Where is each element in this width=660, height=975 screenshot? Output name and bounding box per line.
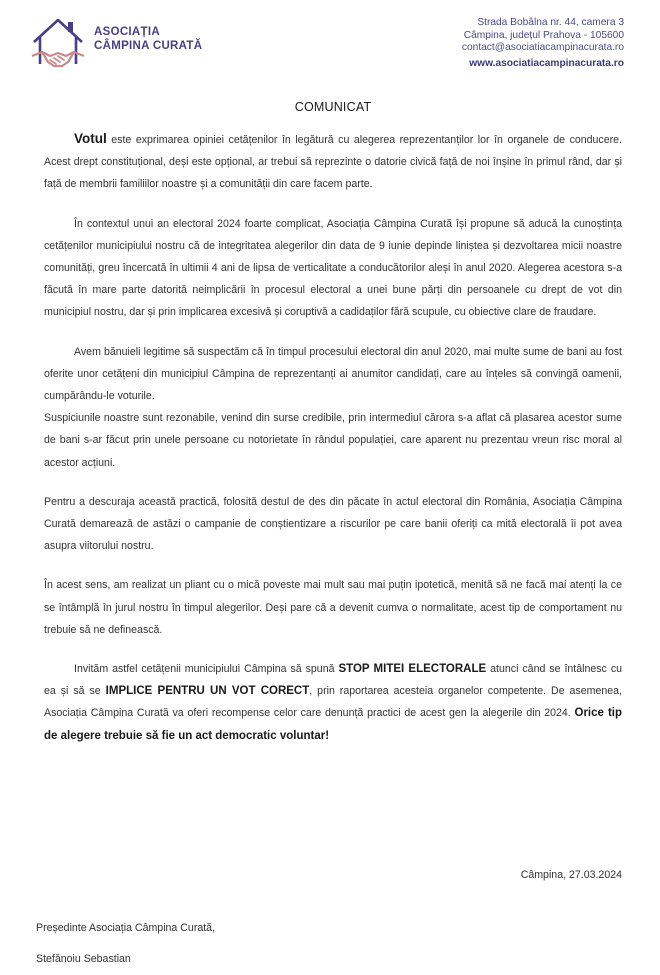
paragraph-3: Avem bănuieli legitime să suspectăm că în timpul procesului electoral din anul 2020, mai multe sume de bani au fost oferite unor cetățeni din municipiul Câmpina de reprezentanți ai anumitor candidați, care au înțeles să convingă oamenii, cumpărându-le voturile.: [44, 345, 622, 403]
paragraph-6: În acest sens, am realizat un pliant cu o mică poveste mai mult sau mai puțin ipotetică, menită să ne facă mai atenți la ce se întâmplă în jurul nostru în timpul alegerilor. Deși pare că a devenit cumva o normalitate, acest tip de comportament nu trebuie să ne definească.: [44, 579, 622, 636]
address-line1: Strada Bobâlna nr. 44, camera 3: [477, 17, 624, 28]
letterhead: [0, 0, 660, 90]
closing-statement: Orice tip de alegere trebuie să fie un act democratic voluntar!: [44, 707, 622, 742]
document-title: COMUNICAT: [294, 100, 372, 114]
house-handshake-logo-icon: [28, 12, 88, 80]
lead-word: Votul: [74, 131, 107, 146]
paragraph-7-part2: atunci când se întâlnesc cu ea și să se: [44, 663, 623, 698]
paragraph-5: Pentru a descuraja această practică, folosită destul de des din păcate în actul electoral din România, Asociația Câmpina Curată demarează de astăzi o campanie de conștientizare a riscurilor pe care banii oferiți ca mită electorală îi pot avea asupra viitorului nostru.: [44, 495, 622, 553]
paragraph-1: [44, 128, 622, 196]
email-link[interactable]: contact@asociatiacampinacurata.ro: [461, 42, 624, 53]
paragraph-4: Suspiciunile noastre sunt rezonabile, venind din surse credibile, prin intermediul cărora s-a aflat că plasarea acestor sume de bani s-ar făcut prin unele persoane cu notorietate în rândul populației, care aparent nu prezentau vreun risc moral al acestor acțiuni.: [44, 412, 622, 469]
paragraph-7-part1: Invităm astfel cetățenii municipiului Câmpina să spună: [74, 663, 339, 676]
org-name-line2: CÂMPINA CURATĂ: [94, 40, 203, 52]
paragraph-2: În contextul unui an electoral 2024 foarte complicat, Asociația Câmpina Curată își propune să aducă la cunoștința cetățenilor municipiului nostru că de integritatea alegerilor din data de 9 iunie depinde liniștea și dezvoltarea micii noastre comunități, greu încercată în ultimii 4 ani de lipsa de verticalitate a conducătorilor aleși în anul 2020. Alegerea acestora s-a făcută în mare parte datorită neimplicării în procesul electoral a unei bune părți din persoanele cu drept de vot din municipiul nostru, dar și prin implicarea excesivă și coruptivă a cadidaților fără scupule, cu obiective clare de fraudare.: [44, 217, 622, 319]
contact-block: [462, 17, 624, 70]
signature-name: Stefănoiu Sebastian: [36, 953, 131, 965]
stop-bribery-highlight: STOP MITEI ELECTORALE: [338, 663, 487, 676]
fair-vote-highlight: IMPLICE PENTRU UN VOT CORECT: [105, 685, 310, 698]
document-body: [44, 100, 622, 764]
signature-role: Președinte Asociația Câmpina Curată,: [36, 922, 216, 934]
organization-name: [94, 25, 202, 53]
paragraph-7-part3: , prin raportarea acesteia organelor competente. De asemenea, Asociația Câmpina Curată va oferi recompense celor care denunță practici de acest gen la alegerile din 2024.: [44, 685, 622, 720]
paragraph-1-text: este exprimarea opiniei cetățenilor în legătură cu alegerea reprezentanților lor în organele de conducere. Acest drept constituțional, deși este opțional, ar trebui să reprezinte o datorie civică față de noi înșine în primul rând, dar și față de membrii familiilor noastre și a comunității din care facem parte.: [44, 134, 622, 191]
website-link[interactable]: www.asociatiacampinacurata.ro: [469, 57, 624, 69]
paragraph-7: [44, 658, 622, 747]
place-date: Câmpina, 27.03.2024: [520, 869, 622, 881]
address-line2: Câmpina, județul Prahova - 105600: [463, 29, 624, 41]
org-name-line1: ASOCIAȚIA: [94, 26, 160, 38]
